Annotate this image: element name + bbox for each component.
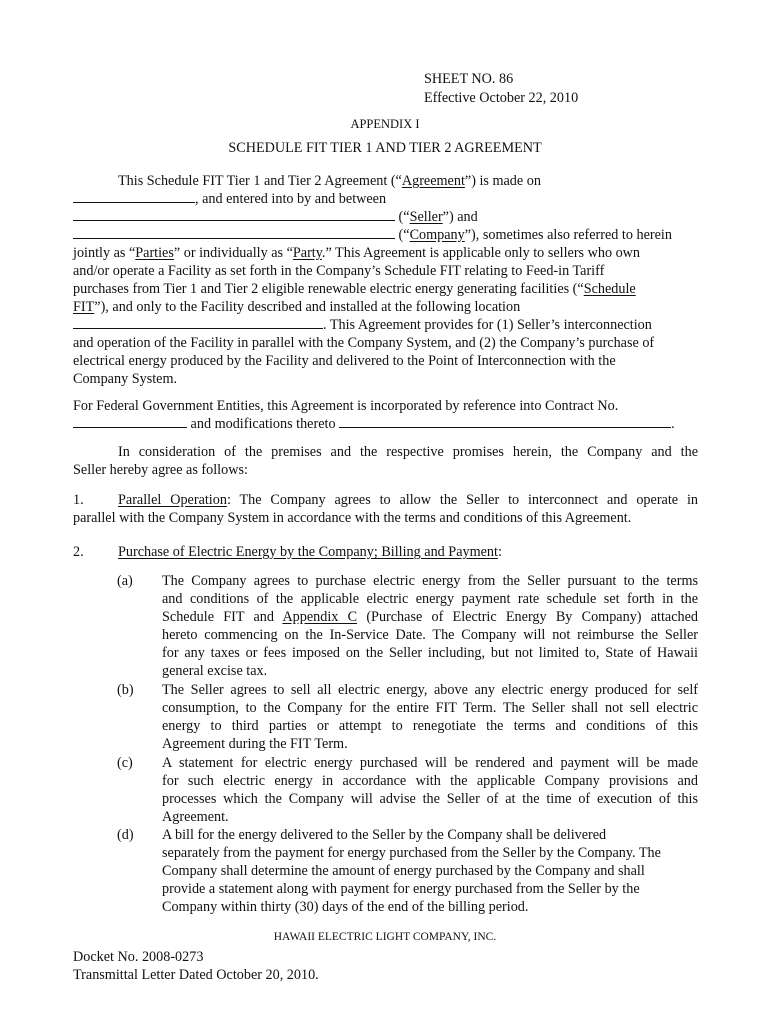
docket-number: Docket No. 2008-0273: [73, 949, 204, 965]
item-a-line-3: Schedule FIT and Appendix C (Purchase of Electric Energy By Company) attached: [162, 609, 699, 625]
item-d-line-2: separately from the payment for energy purchased from the Seller by the Company. The: [162, 845, 661, 861]
section-1-number: 1.: [73, 492, 84, 508]
item-a-line-2: and conditions of the applicable electric energy payment rate schedule set forth in the: [162, 591, 698, 607]
item-b-label: (b): [117, 682, 134, 698]
footer-company: HAWAII ELECTRIC LIGHT COMPANY, INC.: [273, 931, 497, 943]
intro-line-12: Company System.: [73, 371, 178, 387]
modifications-blank: [339, 415, 671, 428]
intro-line-9: . This Agreement provides for (1) Seller’s interconnection: [73, 316, 652, 334]
federal-line-2: and modifications thereto .: [73, 415, 675, 433]
transmittal-letter: Transmittal Letter Dated October 20, 2010.: [73, 967, 319, 983]
intro-line-6: and/or operate a Facility as set forth in the Company’s Schedule FIT relating to Feed-in Tariff: [73, 263, 605, 279]
effective-date: Effective October 22, 2010: [424, 90, 579, 106]
item-d-line-4: provide a statement along with payment for energy purchased from the Seller by the: [162, 881, 640, 897]
item-a-label: (a): [117, 573, 133, 589]
item-b-line-4: Agreement during the FIT Term.: [162, 736, 348, 752]
item-c-line-2: for such electric energy in accordance with the applicable Company provisions and: [162, 773, 698, 789]
seller-blank: [73, 208, 395, 221]
item-c-line-3: processes which the Company will advise the Seller of at the time of execution of this: [162, 791, 698, 807]
item-b-line-3: energy to third parties or attempt to renegotiate the terms and conditions of this: [162, 718, 698, 734]
intro-line-1: This Schedule FIT Tier 1 and Tier 2 Agreement (“Agreement”) is made on: [118, 173, 541, 189]
location-blank: [73, 316, 323, 329]
sheet-number: SHEET NO. 86: [424, 71, 514, 87]
item-d-label: (d): [117, 827, 134, 843]
intro-line-2: , and entered into by and between: [73, 190, 386, 208]
intro-line-3: (“Seller”) and: [73, 208, 478, 226]
intro-line-7: purchases from Tier 1 and Tier 2 eligible renewable electric energy generating facilities (“Schedule: [73, 281, 636, 297]
intro-line-10: and operation of the Facility in parallel with the Company System, and (2) the Company’s purchase of: [73, 335, 655, 351]
section-1-line-2: parallel with the Company System in accordance with the terms and conditions of this Agreement.: [73, 510, 632, 526]
section-2-heading-line: Purchase of Electric Energy by the Company; Billing and Payment:: [118, 544, 502, 560]
section-1-line-1: Parallel Operation: The Company agrees to allow the Seller to interconnect and operate in: [118, 492, 698, 508]
intro-line-4: (“Company”), sometimes also referred to herein: [73, 226, 672, 244]
appendix-label: APPENDIX I: [350, 117, 420, 131]
section-2-number: 2.: [73, 544, 84, 560]
item-c-line-4: Agreement.: [162, 809, 229, 825]
item-d-line-1: A bill for the energy delivered to the Seller by the Company shall be delivered: [162, 827, 607, 843]
item-a-line-6: general excise tax.: [162, 663, 268, 679]
consideration-line-1: In consideration of the premises and the respective promises herein, the Company and the: [118, 444, 698, 460]
federal-line-1: For Federal Government Entities, this Agreement is incorporated by reference into Contract No.: [73, 398, 619, 414]
item-c-label: (c): [117, 755, 133, 771]
item-b-line-2: consumption, to the Company for the entire FIT Term. The Seller shall not sell electric: [162, 700, 698, 716]
section-1-heading: Parallel Operation: [118, 492, 227, 508]
document-title: SCHEDULE FIT TIER 1 AND TIER 2 AGREEMENT: [228, 140, 542, 156]
section-2-heading: Purchase of Electric Energy by the Company; Billing and Payment: [118, 544, 498, 560]
item-a-line-5: for any taxes or fees imposed on the Seller including, but not limited to, State of Hawaii: [162, 645, 698, 661]
item-d-line-5: Company within thirty (30) days of the end of the billing period.: [162, 899, 529, 915]
consideration-line-2: Seller hereby agree as follows:: [73, 462, 248, 478]
item-b-line-1: The Seller agrees to sell all electric energy, above any electric energy produced for self: [162, 682, 698, 698]
company-blank: [73, 226, 395, 239]
item-a-line-4: hereto commencing on the In-Service Date. The Company will not reimburse the Seller: [162, 627, 698, 643]
item-c-line-1: A statement for electric energy purchased will be rendered and payment will be made: [162, 755, 698, 771]
contract-no-blank: [73, 415, 187, 428]
intro-line-8: FIT”), and only to the Facility described and installed at the following location: [73, 299, 521, 315]
item-a-line-1: The Company agrees to purchase electric energy from the Seller pursuant to the terms: [162, 573, 698, 589]
intro-line-5: jointly as “Parties” or individually as “Party.” This Agreement is applicable only to sellers who own: [73, 245, 641, 261]
intro-line-11: electrical energy produced by the Facility and delivered to the Point of Interconnection with the: [73, 353, 616, 369]
date-blank: [73, 190, 195, 203]
item-d-line-3: Company shall determine the amount of energy purchased by the Company and shall: [162, 863, 645, 879]
